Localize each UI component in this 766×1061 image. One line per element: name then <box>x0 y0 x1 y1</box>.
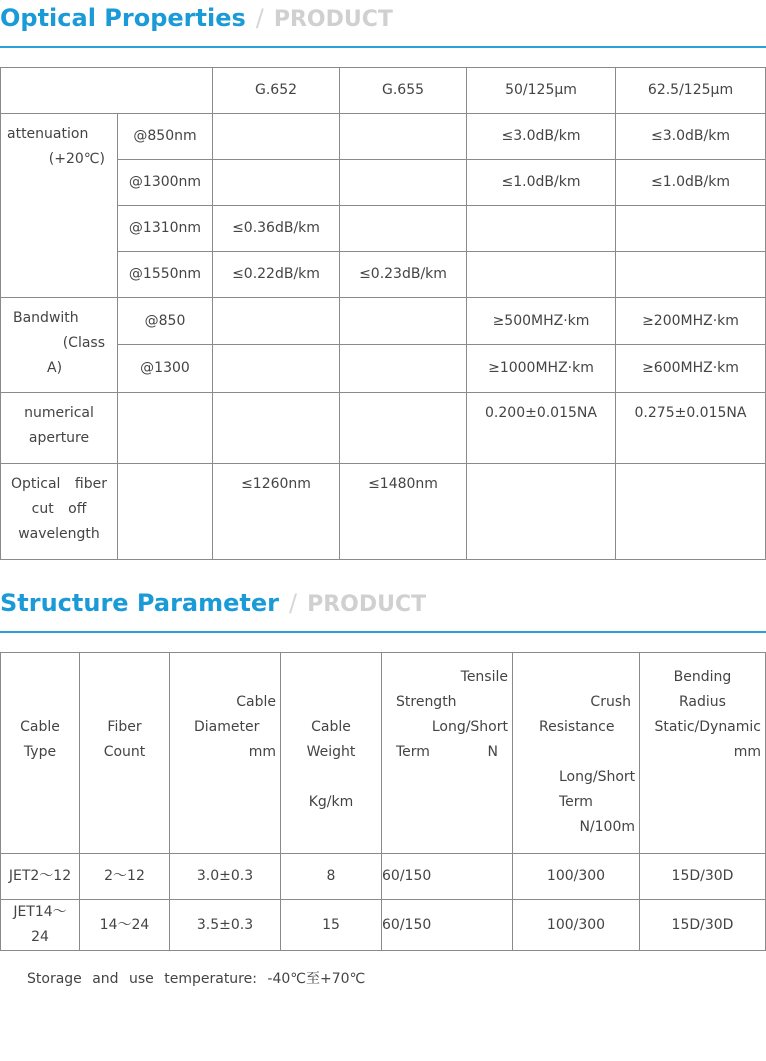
table-cell: ≤0.36dB/km <box>213 206 340 252</box>
optical-properties-table <box>0 67 766 560</box>
header-line: Crush <box>590 694 631 710</box>
column-header: G.655 <box>340 68 467 114</box>
storage-temperature-note: Storage and use temperature: -40℃至+70℃ <box>27 971 366 987</box>
wavelength-cell: @1300nm <box>118 160 213 206</box>
table-cell: ≤3.0dB/km <box>616 114 766 160</box>
structure-parameter-title-row <box>0 589 426 617</box>
header-line: N/100m <box>579 819 635 835</box>
table-cell: ≤0.22dB/km <box>213 252 340 298</box>
table-cell <box>213 393 340 464</box>
header-line: Long/Short <box>431 719 508 735</box>
header-line: Long/Short <box>559 769 636 785</box>
wavelength-cell: @1310nm <box>118 206 213 252</box>
attenuation-label <box>1 114 118 298</box>
table-cell: 0.275±0.015NA <box>616 393 766 464</box>
header-line: Weight <box>306 744 356 760</box>
table-cell: 60/150 <box>382 854 513 900</box>
table-cell: 60/150 <box>382 900 513 951</box>
section-title: Structure Parameter <box>0 589 279 617</box>
structure-parameter-header <box>0 585 766 633</box>
table-cell <box>616 464 766 560</box>
table-cell <box>467 464 616 560</box>
table-cell <box>118 464 213 560</box>
table-cell <box>340 160 467 206</box>
table-cell: 15 <box>281 900 382 951</box>
table-cell: ≥200MHZ·km <box>616 298 766 345</box>
table-cell: ≤1480nm <box>340 464 467 560</box>
cable-diameter-header <box>170 653 281 854</box>
title-slash: / <box>255 4 264 32</box>
header-word: Term <box>396 744 430 760</box>
header-line: Term <box>559 794 593 810</box>
table-cell: 100/300 <box>513 900 640 951</box>
table-cell: JET14～24 <box>1 900 80 951</box>
section-subtitle: PRODUCT <box>307 592 427 617</box>
header-line: Cable <box>236 694 276 710</box>
numerical-aperture-label <box>1 393 118 464</box>
section-subtitle: PRODUCT <box>273 7 393 32</box>
label-line: A) <box>47 360 63 376</box>
table-cell <box>616 252 766 298</box>
header-line: Resistance <box>539 719 615 735</box>
optical-properties-title-row <box>0 4 393 32</box>
header-line <box>386 740 508 765</box>
label-line: attenuation <box>7 126 89 142</box>
label-line: aperture <box>28 430 90 446</box>
optical-properties-header <box>0 0 766 48</box>
table-cell: ≥600MHZ·km <box>616 345 766 393</box>
label-line: (Class <box>62 335 105 351</box>
table-header-row <box>1 653 766 854</box>
table-row <box>1 393 766 464</box>
table-cell: 100/300 <box>513 854 640 900</box>
header-line: Static/Dynamic <box>654 719 761 735</box>
table-cell: 3.0±0.3 <box>170 854 281 900</box>
wavelength-cell: @850nm <box>118 114 213 160</box>
wavelength-cell: @1300 <box>118 345 213 393</box>
column-header: 50/125μm <box>467 68 616 114</box>
table-cell: ≤1.0dB/km <box>467 160 616 206</box>
table-cell: ≥500MHZ·km <box>467 298 616 345</box>
table-cell: 2～12 <box>80 854 170 900</box>
crush-resistance-header <box>513 653 640 854</box>
fiber-count-header <box>80 653 170 854</box>
label-line: Optical fiber <box>11 476 107 492</box>
table-cell <box>118 393 213 464</box>
header-line: mm <box>248 744 276 760</box>
structure-parameter-table <box>0 652 766 951</box>
column-header: 62.5/125μm <box>616 68 766 114</box>
table-cell: ≥1000MHZ·km <box>467 345 616 393</box>
header-line: Cable <box>20 719 60 735</box>
table-cell: 14～24 <box>80 900 170 951</box>
wavelength-cell: @1550nm <box>118 252 213 298</box>
header-line: Cable <box>311 719 351 735</box>
table-row <box>1 900 766 951</box>
header-line: Type <box>23 744 57 760</box>
table-cell <box>213 160 340 206</box>
label-line: (+20℃) <box>48 151 105 167</box>
table-cell <box>616 206 766 252</box>
table-cell: 8 <box>281 854 382 900</box>
header-line: Strength <box>396 694 457 710</box>
header-line: mm <box>733 744 761 760</box>
wavelength-cell: @850 <box>118 298 213 345</box>
header-word: N <box>487 744 498 760</box>
header-line: Tensile <box>460 669 508 685</box>
table-cell: ≤1260nm <box>213 464 340 560</box>
table-cell: ≤3.0dB/km <box>467 114 616 160</box>
table-cell <box>213 114 340 160</box>
title-slash: / <box>288 589 298 617</box>
table-cell: ≤0.23dB/km <box>340 252 467 298</box>
table-header-row <box>1 68 766 114</box>
table-cell: 15D/30D <box>640 900 766 951</box>
table-row <box>1 854 766 900</box>
bending-radius-header <box>640 653 766 854</box>
table-cell <box>213 298 340 345</box>
label-line: wavelength <box>18 526 100 542</box>
table-cell: ≤1.0dB/km <box>616 160 766 206</box>
table-cell <box>340 393 467 464</box>
table-cell <box>340 206 467 252</box>
header-line: Radius <box>679 694 726 710</box>
table-cell <box>467 252 616 298</box>
table-cell: 3.5±0.3 <box>170 900 281 951</box>
label-line: numerical <box>24 405 94 421</box>
cable-weight-header <box>281 653 382 854</box>
bandwidth-label <box>1 298 118 393</box>
table-cell <box>340 298 467 345</box>
label-line: cut off <box>31 501 87 517</box>
cutoff-wavelength-label <box>1 464 118 560</box>
header-line: Fiber <box>107 719 142 735</box>
header-line: Count <box>103 744 146 760</box>
label-line: Bandwith <box>13 310 79 326</box>
table-cell <box>213 345 340 393</box>
section-title: Optical Properties <box>0 4 246 32</box>
table-cell: 15D/30D <box>640 854 766 900</box>
tensile-strength-header <box>382 653 513 854</box>
header-line: Bending <box>673 669 732 685</box>
cable-type-header <box>1 653 80 854</box>
table-cell: 0.200±0.015NA <box>467 393 616 464</box>
header-line: Diameter <box>194 719 260 735</box>
table-row <box>1 114 766 160</box>
table-cell <box>340 345 467 393</box>
table-cell <box>1 68 213 114</box>
table-row <box>1 464 766 560</box>
table-cell <box>467 206 616 252</box>
table-cell: JET2～12 <box>1 854 80 900</box>
table-row <box>1 298 766 345</box>
table-cell <box>340 114 467 160</box>
column-header: G.652 <box>213 68 340 114</box>
header-line: Kg/km <box>308 794 354 810</box>
